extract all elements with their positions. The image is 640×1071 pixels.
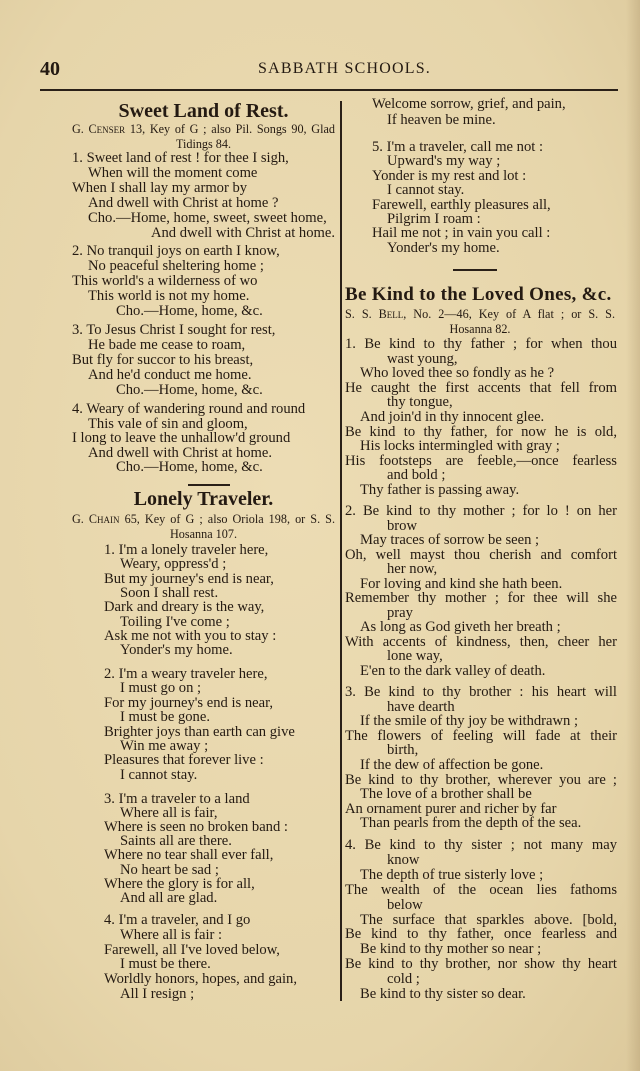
verse-line: Welcome sorrow, grief, and pain, [372, 96, 566, 112]
verse-line: Be kind to thy brother, wherever you are ; [345, 771, 617, 788]
verse-line: lone way, [387, 648, 443, 664]
verse-line: wast young, [387, 350, 458, 367]
verse-line: The surface that sparkles above. [bold, [360, 911, 617, 928]
verse-line: The love of a brother shall be [360, 786, 532, 803]
verse-line: His locks intermingled with gray ; [360, 438, 560, 455]
verse-line: below [387, 896, 423, 913]
verse-line: I must be there. [120, 956, 211, 973]
tune-reference [72, 122, 335, 151]
tune-book: Chain [88, 512, 120, 526]
verse-line: I cannot stay. [120, 766, 198, 783]
verse-line: birth, [387, 742, 419, 759]
verse-line: Be kind to thy father, once fearless and [345, 926, 617, 943]
verse-line: Where all is fair : [120, 926, 223, 943]
tune-reference-line: Hosanna 107. [169, 526, 238, 541]
verse-line: This world is not my home. [88, 288, 250, 304]
verse-line: Where the glory is for all, [104, 875, 255, 892]
song-title: Sweet Land of Rest. [118, 100, 289, 122]
verse-line: And dwell with Christ at home. [150, 225, 335, 241]
verse-line: 3. I'm a traveler to a land [104, 791, 250, 807]
verse-line: For loving and kind she hath been. [360, 575, 563, 592]
verse-line: know [387, 851, 420, 868]
verse-line: Cho.—Home, home, &c. [116, 382, 263, 398]
verse-line: Farewell, all I've loved below, [104, 941, 280, 958]
verse-line: and bold ; [387, 467, 446, 484]
verse-line: With accents of kindness, then, cheer her [345, 633, 617, 650]
verse-line: thy tongue, [387, 394, 453, 411]
verse-line: An ornament purer and richer by far [345, 800, 557, 817]
verse-line: 1. I'm a lonely traveler here, [104, 542, 269, 558]
verse-line: Saints all are there. [120, 833, 232, 850]
verse-line: And dwell with Christ at home ? [88, 195, 279, 211]
tune-pre: G. [72, 122, 89, 136]
verse-line: Where all is fair, [120, 805, 218, 822]
verse-line: 2. No tranquil joys on earth I know, [72, 243, 280, 259]
verse-line: Thy father is passing away. [360, 482, 520, 498]
verse-line: her now, [387, 561, 438, 577]
verse-line: And all are glad. [120, 889, 218, 906]
verse-line: 4. Weary of wandering round and round [72, 401, 306, 417]
page-number: 40 [40, 58, 60, 80]
tune-reference-line [345, 307, 615, 322]
verse-line: I cannot stay. [387, 182, 465, 199]
verse-line: Be kind to thy mother so near ; [360, 941, 542, 958]
tune-rest: 13, Key of G ; also Pil. Songs 90, Glad [125, 122, 335, 136]
verse-line: Where no tear shall ever fall, [104, 847, 274, 864]
verse-line: 1. Sweet land of rest ! for thee I sigh, [72, 150, 289, 166]
verse-line: Weary, oppress'd ; [120, 556, 227, 573]
verse-line: Remember thy mother ; for thee will she [345, 590, 617, 606]
verse-line: Pleasures that forever live : [104, 752, 264, 769]
verse-line: When I shall lay my armor by [72, 180, 248, 196]
verse-line: I must be gone. [120, 709, 210, 726]
verse-line: Farewell, earthly pleasures all, [372, 196, 551, 213]
tune-reference-line: Hosanna 82. [449, 321, 511, 336]
song-title: Lonely Traveler. [133, 488, 274, 510]
verse-line: 1. Be kind to thy father ; for when thou [345, 336, 617, 352]
tune-reference-line [72, 512, 335, 527]
verse-line: Yonder's my home. [120, 642, 233, 659]
verse-line: 5. I'm a traveler, call me not : [372, 139, 544, 155]
verse-line: Win me away ; [120, 738, 209, 754]
verse-line: Than pearls from the depth of the sea. [360, 815, 582, 832]
verse-line: 2. Be kind to thy mother ; for lo ! on her [345, 503, 617, 519]
verse-line: E'en to the dark valley of death. [360, 662, 546, 679]
verse-line: If the smile of thy joy be withdrawn ; [360, 713, 579, 730]
verse-line: May traces of sorrow be seen ; [360, 532, 540, 548]
verse-line: All I resign ; [120, 986, 195, 1002]
verse-line: But my journey's end is near, [104, 570, 274, 587]
tune-reference [345, 307, 615, 336]
verse-line: Ask me not with you to stay : [104, 627, 277, 644]
column-divider [340, 101, 342, 1001]
verse-line: He caught the first accents that fell from [345, 379, 617, 396]
verse-line: Brighter joys than earth can give [104, 723, 295, 740]
tune-pre: G. [72, 512, 89, 526]
verse-line: Be kind to thy brother, nor show thy heart [345, 956, 617, 973]
verse-line: have dearth [387, 698, 455, 715]
tune-pre: S. S. [345, 307, 379, 321]
verse-line: Pilgrim I roam : [387, 211, 481, 227]
header-rule [40, 89, 618, 91]
verse-line: pray [387, 604, 413, 621]
verse-line: Yonder's my home. [387, 239, 500, 256]
verse-line: No peaceful sheltering home ; [88, 258, 264, 274]
verse-line: As long as God giveth her breath ; [360, 619, 561, 635]
verse-line: Cho.—Home, home, &c. [116, 459, 263, 476]
verse-line: Yonder is my rest and lot : [372, 167, 527, 184]
verse-line: Toiling I've come ; [120, 613, 230, 630]
tune-rest: , No. 2—46, Key of A flat ; or S. S. [403, 307, 615, 321]
tune-reference-line: Tidings 84. [175, 136, 232, 151]
verse-line: cold ; [387, 971, 420, 988]
verse-line: His footsteps are feeble,—once fearless [345, 452, 617, 469]
section-rule [453, 269, 497, 271]
song-title: Be Kind to the Loved Ones, &c. [345, 284, 612, 305]
verse-line: If heaven be mine. [387, 111, 496, 128]
verse-line: Oh, well mayst thou cherish and comfort [345, 546, 617, 563]
verse-line: Soon I shall rest. [120, 584, 219, 601]
verse-line: Dark and dreary is the way, [104, 599, 265, 616]
verse-line: And he'd conduct me home. [88, 367, 252, 383]
tune-reference-line [72, 122, 335, 137]
verse-line: He bade me cease to roam, [88, 337, 246, 353]
verse-line: And join'd in thy innocent glee. [360, 409, 545, 425]
verse-line: Be kind to thy father, for now he is old, [345, 423, 617, 440]
page-edge-shadow [626, 0, 640, 1071]
verse-line: This vale of sin and gloom, [88, 415, 248, 432]
verse-line: Upward's my way ; [387, 153, 501, 170]
verse-line: I long to leave the unhallow'd ground [72, 430, 291, 447]
verse-line: For my journey's end is near, [104, 694, 274, 711]
verse-line: 2. I'm a weary traveler here, [104, 666, 268, 682]
verse-line: 4. I'm a traveler, and I go [104, 912, 251, 928]
verse-line: The flowers of feeling will fade at their [345, 727, 617, 744]
verse-line: If the dew of affection be gone. [360, 757, 544, 773]
verse-line: This world's a wilderness of wo [72, 273, 258, 289]
verse-line: Where is seen no broken band : [104, 819, 288, 836]
tune-book: Bell [378, 307, 404, 321]
verse-line: No heart be sad ; [120, 861, 219, 878]
running-title: SABBATH SCHOOLS. [258, 60, 432, 77]
tune-reference [72, 512, 335, 541]
verse-line: Who loved thee so fondly as he ? [360, 365, 555, 382]
verse-line: The depth of true sisterly love ; [360, 866, 544, 883]
verse-line: brow [387, 517, 417, 534]
section-rule [188, 484, 230, 486]
verse-line: 3. To Jesus Christ I sought for rest, [72, 322, 276, 338]
verse-line: Cho.—Home, home, sweet, sweet home, [88, 210, 327, 226]
verse-line: But fly for succor to his breast, [72, 352, 254, 368]
verse-line: 4. Be kind to thy sister ; not many may [345, 837, 617, 853]
verse-line: Cho.—Home, home, &c. [116, 303, 263, 319]
verse-line: Be kind to thy sister so dear. [360, 986, 526, 1002]
verse-line: Worldly honors, hopes, and gain, [104, 971, 297, 988]
verse-line: When will the moment come [88, 165, 258, 181]
verse-line: 3. Be kind to thy brother : his heart will [345, 684, 617, 700]
verse-line: The wealth of the ocean lies fathoms [345, 881, 617, 898]
verse-line: I must go on ; [120, 680, 202, 697]
verse-line: Hail me not ; in vain you call : [372, 225, 551, 242]
tune-rest: 65, Key of G ; also Oriola 198, or S. S. [119, 512, 335, 526]
tune-book: Censer [88, 122, 126, 136]
verse-line: And dwell with Christ at home. [88, 444, 273, 461]
